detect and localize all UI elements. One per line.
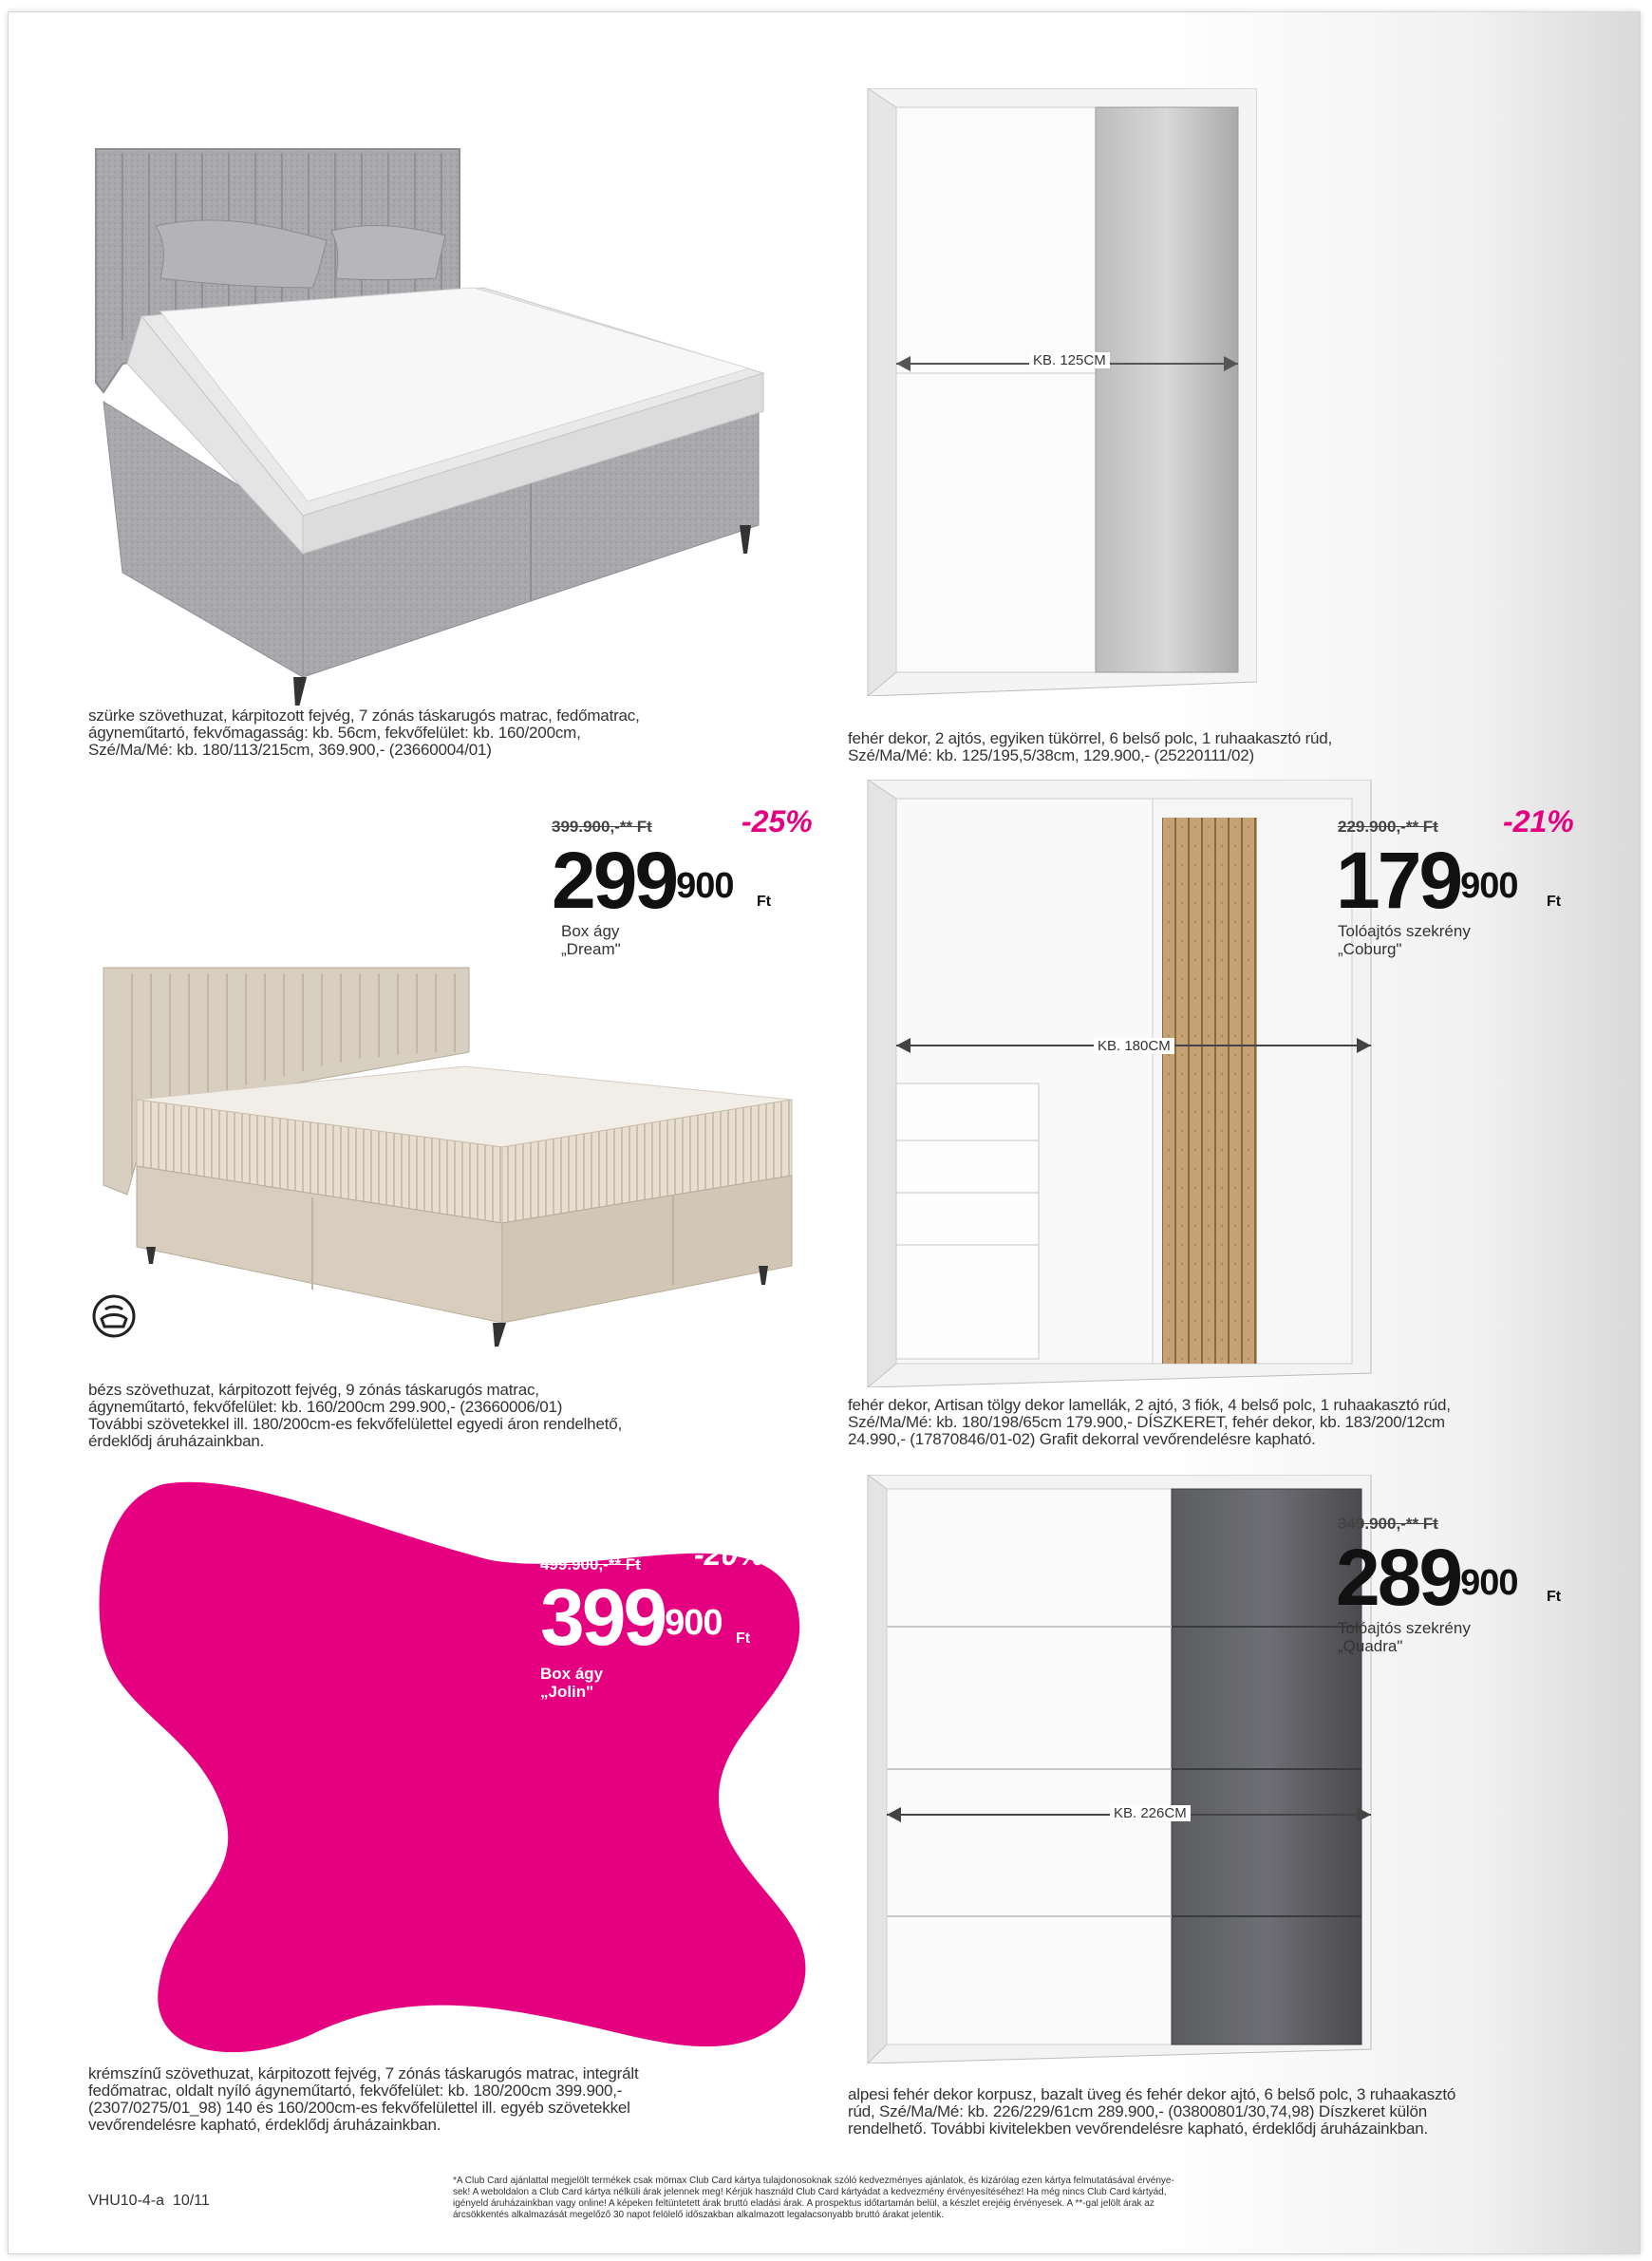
quadra-currency: Ft: [1547, 1589, 1562, 1605]
description-line: ágyneműtartó, fekvőmagasság: kb. 56cm, fekvőfelület: kb. 160/200cm,: [88, 724, 581, 742]
price-integer: 299: [552, 836, 677, 925]
price-fraction: 900: [1460, 866, 1518, 906]
old-price-value: 399.900,-** Ft: [552, 818, 652, 836]
coburg-dimension: KB. 180CM: [1094, 1038, 1174, 1054]
dream-price: [552, 836, 734, 925]
quadra-wardrobe-image: [858, 1475, 1390, 2063]
description-line: érdeklődj áruházainkban.: [88, 1432, 265, 1450]
wardrobe-125-image: [858, 88, 1257, 696]
dream-currency: Ft: [757, 894, 772, 910]
coburg-product-name: [1338, 922, 1471, 958]
description-line: krémszínű szövethuzat, kárpitozott fejvég, 7 zónás táskarugós matrac, integrált: [88, 2064, 639, 2082]
beige-bed-image: [94, 962, 797, 1351]
disclaimer: [453, 2176, 1583, 2221]
old-price-value: 229.900,-** Ft: [1338, 818, 1438, 836]
wardrobe-125-description: [848, 730, 1332, 764]
description-line: További szövetekkel ill. 180/200cm-es fekvőfelülettel egyedi áron rendelhető,: [88, 1415, 622, 1433]
description-line: 24.990,- (17870846/01-02) Grafit dekorral vevőrendelésre kapható.: [848, 1430, 1316, 1448]
name-line: Box ágy: [561, 922, 620, 940]
description-line: Szé/Ma/Mé: kb. 180/198/65cm 179.900,- DÍSZKERET, fehér dekor, kb. 183/200/12cm: [848, 1413, 1445, 1431]
jolin-price: [540, 1573, 723, 1662]
jolin-discount: -20%: [694, 1537, 765, 1572]
dream-description: [88, 707, 640, 759]
price-fraction: 900: [676, 866, 734, 906]
wardrobe-125-dimension: KB. 125CM: [1029, 352, 1110, 368]
description-line: vevőrendelésre kapható, érdeklődj áruházainkban.: [88, 2116, 441, 2134]
disclaimer-line: sek! A weboldalon a Club Card kártya nélküli árak jelennek meg! Kérjük használd Club Card kártyádat a kedvezmény érvényesítéséhez! Ha még nincs Club Card kártyád,: [453, 2187, 1167, 2197]
old-price-value: 499.900,-** Ft: [540, 1555, 641, 1573]
name-line: „Dream": [561, 940, 621, 958]
washable-cover-icon: [92, 1294, 136, 1338]
old-price-value: 349.900,-** Ft: [1338, 1515, 1438, 1533]
price-integer: 399: [540, 1573, 666, 1662]
disclaimer-line: igényeld áruházainkban vagy online! A képeken feltüntetett árak bruttó eladási árak. A prospektus időtartamán belül, a készlet erejéig érvényesek. A **-gal jelölt árak az: [453, 2198, 1155, 2209]
description-line: ágyneműtartó, fekvőfelület: kb. 160/200cm 299.900,- (23660006/01): [88, 1398, 563, 1416]
quadra-price: [1336, 1533, 1518, 1622]
coburg-price: [1336, 836, 1518, 925]
description-line: rendelhető. További kivitelekben vevőrendelésre kapható, érdeklődj áruházainkban.: [848, 2120, 1429, 2138]
coburg-discount: -21%: [1503, 804, 1574, 838]
description-line: Szé/Ma/Mé: kb. 125/195,5/38cm, 129.900,- (25220111/02): [848, 746, 1255, 764]
description-line: rúd, Szé/Ma/Mé: kb. 226/229/61cm 289.900,- (03800801/30,74,98) Díszkeret külön: [848, 2102, 1427, 2120]
dream-bed-image: [84, 136, 768, 706]
quadra-description: [848, 2086, 1455, 2138]
disclaimer-line: árcsökkentés alkalmazását megelőző 30 napot felölelő időszakban alkalmazott legalacsonyabb bruttó árakat jelentik.: [453, 2210, 944, 2220]
coburg-currency: Ft: [1547, 894, 1562, 910]
quadra-product-name: [1338, 1619, 1471, 1655]
beige-bed-description: [88, 1382, 622, 1450]
name-line: „Quadra": [1338, 1637, 1403, 1655]
coburg-wardrobe-image: [858, 780, 1376, 1387]
description-line: fehér dekor, Artisan tölgy dekor lamellák, 2 ajtó, 3 fiók, 4 belső polc, 1 ruhaakasztó rúd,: [848, 1396, 1451, 1414]
jolin-currency: Ft: [736, 1630, 751, 1647]
dream-old-price: [552, 818, 652, 837]
jolin-product-name: [540, 1665, 603, 1701]
jolin-old-price: [540, 1555, 641, 1574]
description-line: szürke szövethuzat, kárpitozott fejvég, 7 zónás táskarugós matrac, fedőmatrac,: [88, 707, 640, 725]
catalog-page: [8, 11, 1641, 2254]
name-line: „Jolin": [540, 1683, 594, 1701]
dream-discount: -25%: [742, 804, 813, 838]
name-line: „Coburg": [1338, 940, 1402, 958]
dream-product-name: [561, 922, 621, 958]
page-code: VHU10-4-a 10/11: [88, 2193, 210, 2209]
description-line: (2307/0275/01_98) 140 és 160/200cm-es fekvőfelülettel ill. egyéb szövetekkel: [88, 2099, 630, 2117]
price-fraction: 900: [665, 1603, 723, 1643]
description-line: alpesi fehér dekor korpusz, bazalt üveg és fehér dekor ajtó, 6 belső polc, 3 ruhaakasztó: [848, 2085, 1456, 2103]
description-line: bézs szövethuzat, kárpitozott fejvég, 9 zónás táskarugós matrac,: [88, 1381, 539, 1399]
description-line: Szé/Ma/Mé: kb. 180/113/215cm, 369.900,- (23660004/01): [88, 741, 492, 759]
price-integer: 289: [1336, 1533, 1461, 1622]
jolin-description: [88, 2065, 638, 2134]
price-integer: 179: [1336, 836, 1461, 925]
disclaimer-line: *A Club Card ajánlattal megjelölt termékek csak mömax Club Card kártya tulajdonosoknak szóló kedvezményes ajánlatok, és kizárólag ezen kártya felmutatásával érvénye-: [453, 2176, 1174, 2186]
description-line: fehér dekor, 2 ajtós, egyiken tükörrel, 6 belső polc, 1 ruhaakasztó rúd,: [848, 729, 1333, 747]
coburg-old-price: [1338, 818, 1438, 837]
coburg-description: [848, 1397, 1451, 1448]
price-fraction: 900: [1460, 1563, 1518, 1603]
quadra-old-price: [1338, 1515, 1438, 1534]
quadra-dimension: KB. 226CM: [1110, 1805, 1191, 1821]
description-line: fedőmatrac, oldalt nyíló ágyneműtartó, fekvőfelület: kb. 180/200cm 399.900,-: [88, 2082, 623, 2100]
name-line: Tolóajtós szekrény: [1338, 1619, 1471, 1637]
name-line: Box ágy: [540, 1665, 604, 1683]
name-line: Tolóajtós szekrény: [1338, 922, 1471, 940]
